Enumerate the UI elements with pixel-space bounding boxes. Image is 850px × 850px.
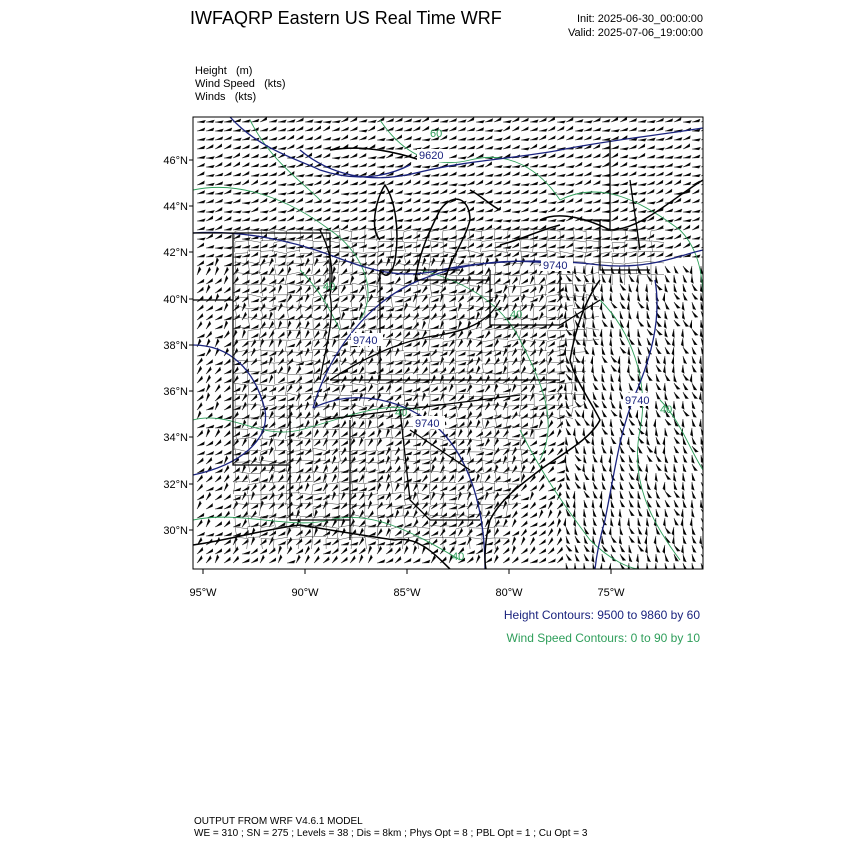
height-contour-legend: Height Contours: 9500 to 9860 by 60	[503, 608, 700, 622]
lat-label: 40°N	[163, 294, 188, 306]
height-label: 9740	[415, 418, 440, 430]
lon-label: 75°W	[597, 587, 625, 599]
wind-speed-contour-legend: Wind Speed Contours: 0 to 90 by 10	[506, 631, 700, 645]
lat-label: 30°N	[163, 525, 188, 537]
lat-label: 36°N	[163, 386, 188, 398]
lat-label: 46°N	[163, 155, 188, 167]
lon-label: 95°W	[189, 587, 217, 599]
field-unit: (kts)	[264, 78, 286, 90]
wind-label: 60	[430, 128, 443, 140]
longitude-labels	[189, 587, 625, 599]
lat-label: 44°N	[163, 201, 188, 213]
field-unit: (kts)	[234, 91, 257, 103]
lat-label: 42°N	[163, 247, 188, 259]
footer-model: OUTPUT FROM WRF V4.6.1 MODEL	[194, 816, 363, 827]
lon-label: 90°W	[291, 587, 319, 599]
lat-label: 32°N	[163, 479, 188, 491]
latitude-labels	[163, 155, 188, 537]
wind-label: 40	[660, 404, 673, 416]
wind-label: 40	[510, 309, 523, 321]
map-plot-area	[193, 117, 709, 572]
lat-label: 38°N	[163, 340, 188, 352]
wind-label: 40	[395, 407, 408, 419]
height-label: 9740	[625, 395, 650, 407]
lon-label: 80°W	[495, 587, 523, 599]
field-name: Wind Speed	[195, 78, 255, 90]
height-label: 9740	[353, 335, 378, 347]
footer-config: WE = 310 ; SN = 275 ; Levels = 38 ; Dis = 8km ; Phys Opt = 8 ; PBL Opt = 1 ; Cu Opt = 3	[194, 828, 588, 839]
height-label: 9620	[419, 150, 444, 162]
height-label: 9740	[543, 260, 568, 272]
field-unit: (m)	[235, 65, 253, 77]
init-time: Init: 2025-06-30_00:00:00	[577, 13, 703, 25]
lon-label: 85°W	[393, 587, 421, 599]
lat-label: 34°N	[163, 432, 188, 444]
wind-label: 40	[323, 281, 336, 293]
map-title: IWFAQRP Eastern US Real Time WRF	[190, 8, 502, 28]
valid-time: Valid: 2025-07-06_19:00:00	[568, 27, 703, 39]
field-name: Winds	[195, 91, 226, 103]
wind-label: 40	[452, 551, 465, 563]
field-name: Height	[195, 65, 227, 77]
